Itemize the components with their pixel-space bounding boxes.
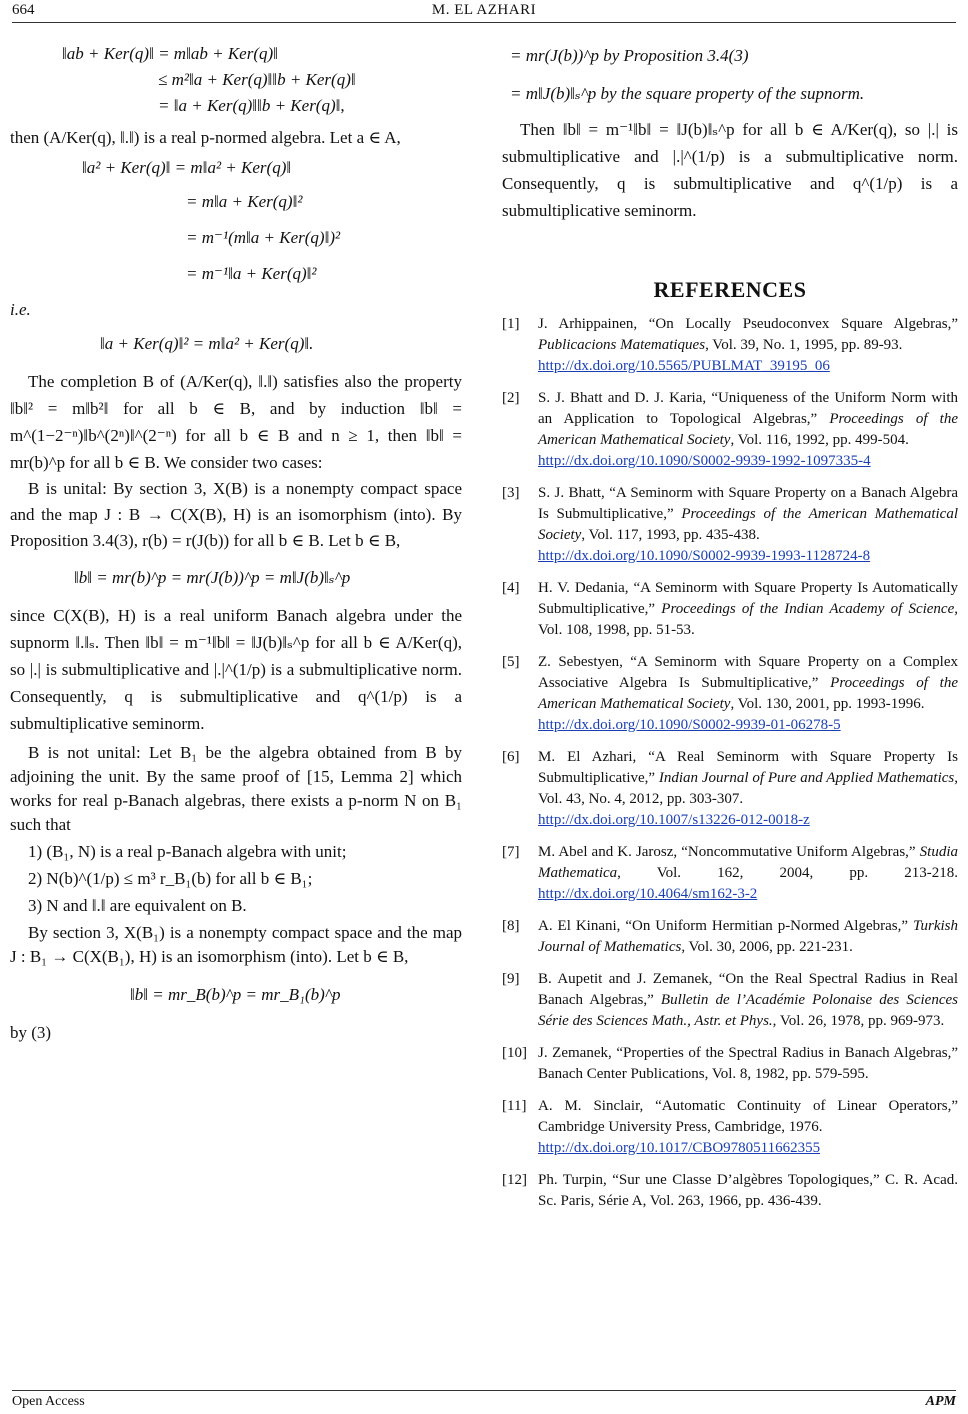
reference-authors-title: H. V. Dedania, “A Seminorm with Square Property Is Automatically Submultiplicative,” [538,580,958,617]
reference-item [502,1170,958,1212]
right-column [502,40,958,1223]
reference-item [502,969,958,1032]
reference-number: [5] [502,654,520,670]
reference-number: [12] [502,1172,527,1188]
reference-item [502,578,958,641]
reference-details: , Vol. 130, 2001, pp. 1993-1996. [730,696,925,712]
reference-doi-link[interactable]: http://dx.doi.org/10.1090/S0002-9939-01-06278-5 [538,717,841,733]
equation-line: = mr(J(b))^p by Proposition 3.4(3) [510,46,749,65]
reference-authors-title: S. J. Bhatt, “A Seminorm with Square Property on a Banach Algebra Is Submultiplicative,” [538,485,958,522]
equation-line: = ‖a + Ker(q)‖‖b + Ker(q)‖, [158,96,345,115]
reference-authors-title: A. M. Sinclair, “Automatic Continuity of Linear Operators,” Cambridge University Press, Cambridge, 1976. [538,1098,958,1135]
reference-number: [3] [502,485,520,501]
equation-line: = m‖J(b)‖ₛ^p by the square property of the supnorm. [510,84,865,103]
page-number: 664 [12,2,35,18]
reference-number: [8] [502,918,520,934]
reference-number: [9] [502,971,520,987]
page-header [0,0,968,26]
reference-journal: Indian Journal of Pure and Applied Mathematics [658,770,955,786]
reference-text [538,1096,958,1159]
list-item: 2) N(b)^(1/p) ≤ m³ r_B₁(b) for all b ∈ B₁; [28,869,313,888]
header-rule [12,22,956,23]
reference-journal: Proceedings of the American Mathematical Society [538,411,958,448]
equation-block-r [502,44,958,106]
reference-details: , Vol. 162, 2004, pp. 213-218. [617,865,958,881]
reference-text [538,842,958,905]
reference-doi-link[interactable]: http://dx.doi.org/10.4064/sm162-3-2 [538,886,758,902]
paragraph: since C(X(B), H) is a real uniform Banach algebra under the supnorm ‖.‖ₛ. Then ‖b‖ = m⁻¹‖b‖ = ‖J(b)‖ₛ^p for all b ∈ A/Ker(q), so |.| is submultiplicative and |.|^(1/p) is a submultiplicative norm. Consequently, q is submultiplicative and q^(1/p) is a submultiplicative seminorm. [10,606,462,733]
reference-journal: Turkish Journal of Mathematics [538,918,958,955]
reference-details: , Vol. 43, No. 4, 2012, pp. 303-307. [538,770,958,807]
reference-number: [7] [502,844,520,860]
reference-journal: Studia Mathematica [538,844,958,881]
reference-item [502,483,958,567]
paragraph: The completion B of (A/Ker(q), ‖.‖) satisfies also the property ‖b‖² = m‖b²‖ for all b ∈ B, and by induction ‖b‖ = m^(1−2⁻ⁿ)‖b^(2ⁿ)‖^(2⁻ⁿ) for all b ∈ B and n ≥ 1, then ‖b‖ = mr(b)^p for all b ∈ B. We consider two cases: [10,372,462,472]
reference-doi-link[interactable]: http://dx.doi.org/10.1017/CBO9780511662355 [538,1140,821,1156]
paragraph: then (A/Ker(q), ‖.‖) is a real p-normed algebra. Let a ∈ A, [10,128,401,147]
reference-authors-title: M. El Azhari, “A Real Seminorm with Square Property Is Submultiplicative,” [538,749,958,786]
reference-text [538,388,958,472]
reference-item [502,916,958,958]
reference-authors-title: J. Zemanek, “Properties of the Spectral Radius in Banach Algebras,” Banach Center Publications, Vol. 8, 1982, pp. 579-595. [538,1045,958,1082]
reference-details: , Vol. 108, 1998, pp. 51-53. [538,601,958,638]
reference-doi-link[interactable]: http://dx.doi.org/10.1090/S0002-9939-1992-1097335-4 [538,453,871,469]
reference-number: [1] [502,316,520,332]
equation-line: ‖a² + Ker(q)‖ = m‖a² + Ker(q)‖ [82,158,292,177]
reference-authors-title: A. El Kinani, “On Uniform Hermitian p-Normed Algebras,” [538,918,913,934]
paragraph: B is unital: By section 3, X(B) is a nonempty compact space and the map J : B → C(X(B), H) is an isomorphism (into). By Proposition 3.4(3), r(b) = r(J(b)) for all b ∈ B. Let b ∈ B, [10,479,462,550]
paragraph: By section 3, X(B₁) is a nonempty compact space and the map J : B₁ → C(X(B₁), H) is an isomorphism (into). Let b ∈ B, [10,923,462,966]
reference-authors-title: Ph. Turpin, “Sur une Classe D’algèbres Topologiques,” C. R. Acad. Sc. Paris, Série A, Vol. 263, 1966, pp. 436-439. [538,1172,958,1209]
equation-block-3 [10,332,462,356]
reference-text [538,1043,958,1085]
reference-journal: Publicacions Matematiques [538,337,706,353]
reference-item [502,1096,958,1159]
reference-text [538,747,958,831]
reference-text [538,578,958,641]
left-column [10,40,462,1045]
equation-line: = m‖a + Ker(q)‖² [186,192,303,211]
equation-line: = m⁻¹(m‖a + Ker(q)‖)² [186,228,341,247]
paragraph: i.e. [10,300,31,319]
equation-block-5 [10,983,462,1007]
reference-details: , Vol. 39, No. 1, 1995, pp. 89-93. [705,337,903,353]
reference-authors-title: B. Aupetit and J. Zemanek, “On the Real Spectral Radius in Real Banach Algebras,” [538,971,958,1008]
equation-line: ≤ m²‖a + Ker(q)‖‖b + Ker(q)‖ [158,70,356,89]
reference-doi-link[interactable]: http://dx.doi.org/10.1007/s13226-012-0018-z [538,812,810,828]
reference-number: [10] [502,1045,527,1061]
paragraph: by (3) [10,1023,52,1042]
list-item: 1) (B₁, N) is a real p-Banach algebra with unit; [28,842,347,861]
reference-text [538,483,958,567]
equation-line: ‖ab + Ker(q)‖ = m‖ab + Ker(q)‖ [62,44,278,63]
reference-details: , Vol. 117, 1993, pp. 435-438. [581,527,760,543]
reference-number: [6] [502,749,520,765]
reference-details: , Vol. 30, 2006, pp. 221-231. [681,939,853,955]
reference-authors-title: Z. Sebestyen, “A Seminorm with Square Property on a Complex Associative Algebra Is Submultiplicative,” [538,654,958,691]
reference-item [502,388,958,472]
reference-details: , Vol. 26, 1978, pp. 969-973. [772,1013,945,1029]
equation-block-4 [10,566,462,590]
reference-text [538,916,958,958]
equation-line: ‖a + Ker(q)‖² = m‖a² + Ker(q)‖. [100,334,314,353]
footer-left: Open Access [12,1394,85,1409]
reference-item [502,842,958,905]
reference-text [538,1170,958,1212]
paragraph: B is not unital: Let B₁ be the algebra obtained from B by adjoining the unit. By the same proof of [15, Lemma 2] which works for real p-Banach algebras, there exists a p-norm N on B₁ such that [10,743,462,834]
equation-block-1 [10,42,462,118]
footer-journal: APM [925,1394,956,1409]
footer-rule [12,1390,956,1391]
equation-line: ‖b‖ = mr_B(b)^p = mr_B₁(b)^p [130,985,341,1004]
reference-number: [11] [502,1098,527,1114]
list-item: 3) N and ‖.‖ are equivalent on B. [28,896,247,915]
reference-authors-title: S. J. Bhatt and D. J. Karia, “Uniqueness of the Uniform Norm with an Application to Topological Algebras,” [538,390,958,427]
reference-item [502,747,958,831]
reference-journal: Bulletin de l’Académie Polonaise des Sciences Série des Sciences Math., Astr. et Phys. [538,992,958,1029]
reference-number: [4] [502,580,520,596]
reference-doi-link[interactable]: http://dx.doi.org/10.1090/S0002-9939-1993-1128724-8 [538,548,871,564]
reference-authors-title: M. Abel and K. Jarosz, “Noncommutative Uniform Algebras,” [538,844,920,860]
reference-journal: Proceedings of the American Mathematical Society [538,675,958,712]
references-heading: REFERENCES [653,277,807,302]
paragraph: Then ‖b‖ = m⁻¹‖b‖ = ‖J(b)‖ₛ^p for all b ∈ A/Ker(q), so |.| is submultiplicative and |.|^(1/p) is a submultiplicative norm. Consequently, q is submultiplicative and q^(1/p) is a submultiplicative seminorm. [502,120,958,220]
running-head: M. EL AZHARI [431,2,537,18]
equation-line: ‖b‖ = mr(b)^p = mr(J(b))^p = m‖J(b)‖ₛ^p [74,568,351,587]
reference-item [502,652,958,736]
reference-journal: Proceedings of the American Mathematical Society [538,506,958,543]
reference-item [502,314,958,377]
conditions-list [10,840,462,918]
reference-text [538,314,958,377]
reference-text [538,652,958,736]
references-list [502,314,958,1212]
reference-text [538,969,958,1032]
reference-number: [2] [502,390,520,406]
reference-doi-link[interactable]: http://dx.doi.org/10.5565/PUBLMAT_39195_06 [538,358,830,374]
reference-item [502,1043,958,1085]
equation-line: = m⁻¹‖a + Ker(q)‖² [186,264,317,283]
reference-journal: Proceedings of the Indian Academy of Science [661,601,955,617]
reference-details: , Vol. 116, 1992, pp. 499-504. [730,432,909,448]
reference-authors-title: J. Arhippainen, “On Locally Pseudoconvex Square Algebras,” [538,316,958,332]
equation-block-2 [10,156,462,286]
